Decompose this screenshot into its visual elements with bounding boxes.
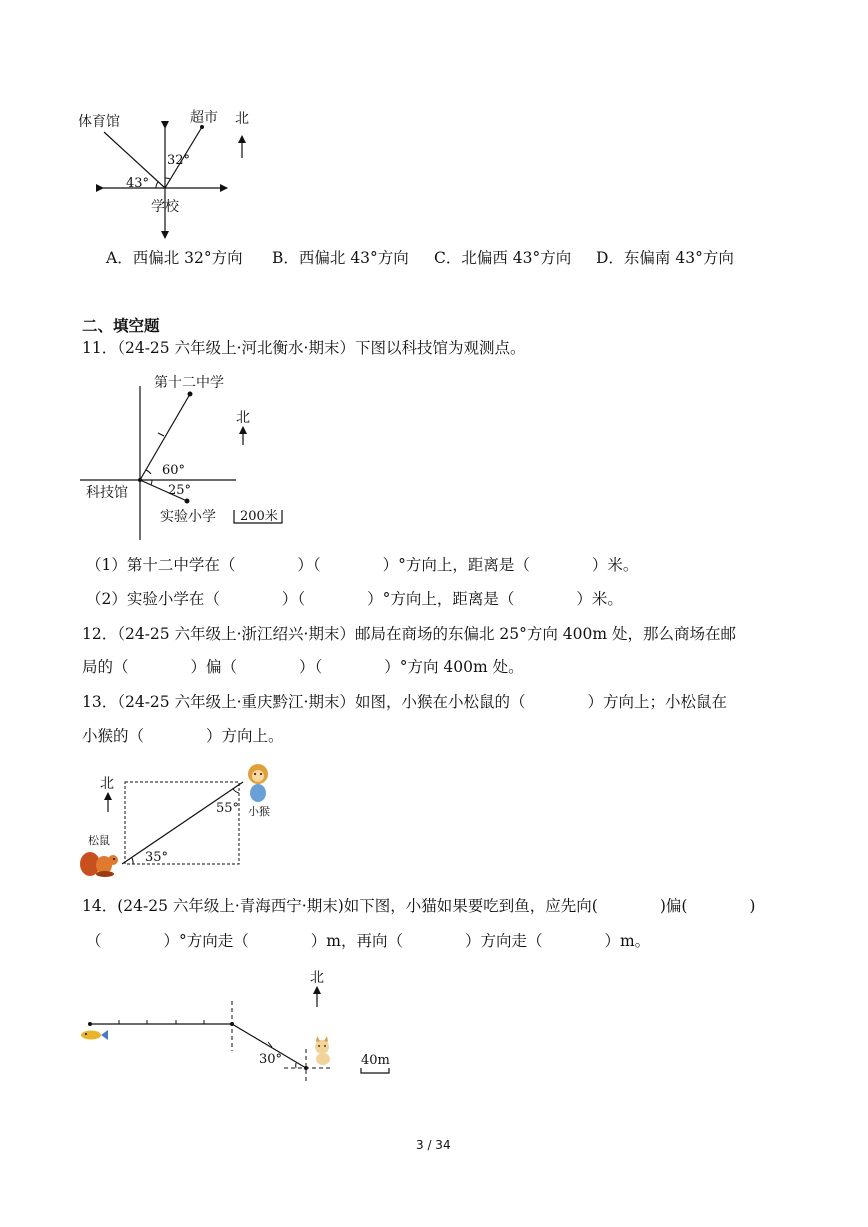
north-label: 北	[236, 410, 250, 426]
north-label: 北	[235, 111, 249, 127]
angle-43-label: 43°	[126, 176, 150, 191]
cat-icon	[315, 1036, 330, 1065]
scale-label: 40m	[361, 1053, 390, 1068]
q13-line1: 13．（24-25 六年级上·重庆黔江·期末）如图，小猴在小松鼠的（ ）方向上；小松鼠在	[82, 693, 727, 711]
q12-line1: 12．（24-25 六年级上·浙江绍兴·期末）邮局在商场的东偏北 25°方向 400m 处，那么商场在邮	[82, 625, 736, 643]
q11-part2: （2）实验小学在（ ）（ ）°方向上，距离是（ ）米。	[86, 590, 623, 608]
exp-school-label: 实验小学	[160, 509, 216, 525]
market-label: 超市	[190, 110, 218, 126]
q11-part1: （1）第十二中学在（ ）（ ）°方向上，距离是（ ）米。	[86, 556, 639, 574]
q13-figure	[78, 760, 298, 885]
school12-label: 第十二中学	[154, 375, 224, 391]
school-label: 学校	[151, 199, 179, 215]
origin-label: 科技馆	[86, 485, 128, 501]
q11-stem: 11．（24-25 六年级上·河北衡水·期末）下图以科技馆为观测点。	[82, 339, 526, 357]
q11-direction-figure	[80, 370, 300, 542]
q13-line2: 小猴的（ ）方向上。	[82, 727, 284, 745]
angle-32-label: 32°	[167, 153, 191, 168]
angle-55-label: 55°	[216, 801, 240, 816]
squirrel-label: 松鼠	[88, 834, 110, 847]
option-b: B．西偏北 43°方向	[272, 249, 409, 267]
section-heading: 二、填空题	[82, 317, 160, 335]
q14-line1: 14．(24-25 六年级上·青海西宁·期末)如下图，小猫如果要吃到鱼，应先向( )偏( )	[82, 897, 756, 915]
angle-60-label: 60°	[162, 463, 186, 478]
squirrel-icon	[80, 852, 118, 877]
option-c: C．北偏西 43°方向	[434, 249, 572, 267]
scale-label: 200米	[240, 509, 278, 524]
angle-30-label: 30°	[259, 1052, 283, 1067]
option-a: A．西偏北 32°方向	[106, 249, 243, 267]
squirrel-monkey-line	[122, 782, 243, 864]
q12-line2: 局的（ ）偏（ ）（ ）°方向 400m 处。	[82, 658, 524, 676]
scale-bar	[361, 1068, 389, 1073]
q10-direction-figure	[70, 100, 270, 245]
north-label: 北	[100, 776, 114, 792]
fish-icon	[81, 1030, 108, 1040]
page-number: 3 / 34	[416, 1138, 451, 1152]
monkey-icon	[248, 764, 268, 802]
angle-25-label: 25°	[168, 483, 192, 498]
gym-label: 体育馆	[78, 114, 120, 130]
monkey-label: 小猴	[248, 805, 270, 818]
option-d: D．东偏南 43°方向	[596, 249, 734, 267]
north-label: 北	[310, 970, 324, 986]
q14-figure	[74, 965, 404, 1085]
angle-35-label: 35°	[145, 850, 169, 865]
q14-line2: （ ）°方向走（ ）m，再向（ ）方向走（ ）m。	[86, 932, 651, 950]
